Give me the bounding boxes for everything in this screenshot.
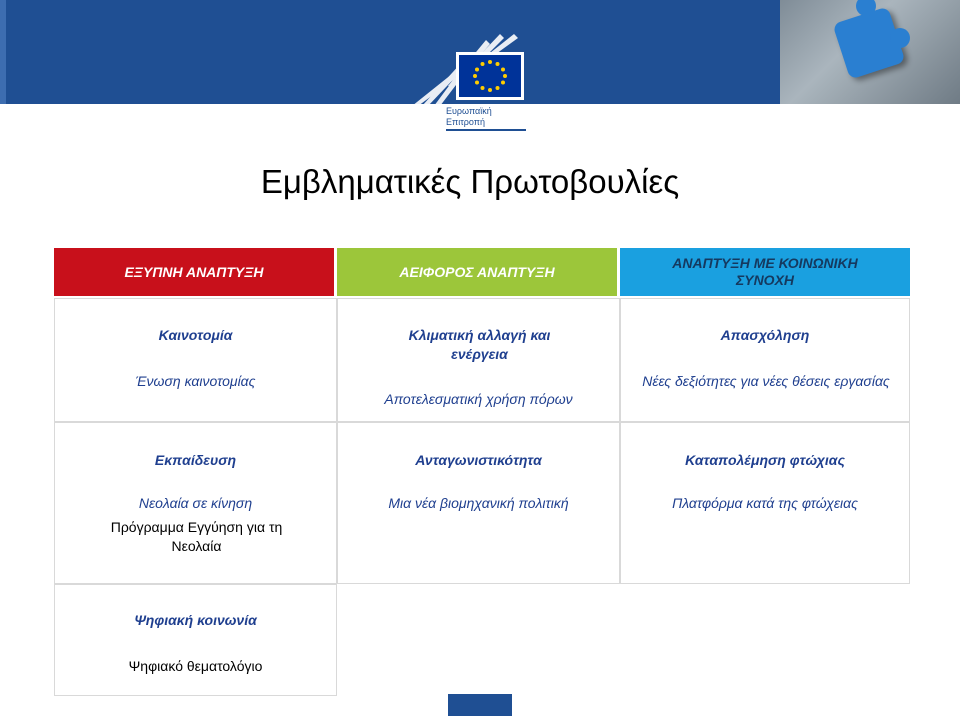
cell-item: Ένωση καινοτομίας <box>135 373 256 389</box>
footer-bar <box>448 694 512 716</box>
puzzle-knob <box>890 28 910 48</box>
header-smart-growth: ΕΞΥΠΝΗ ΑΝΑΠΤΥΞΗ <box>54 248 334 296</box>
cell-title: Απασχόληση <box>720 327 810 343</box>
cell-poverty <box>620 422 910 584</box>
eu-flag-icon <box>456 52 524 100</box>
cell-title: Καινοτομία <box>158 327 233 343</box>
cell-education <box>54 422 337 584</box>
cell-title: Ψηφιακή κοινωνία <box>134 612 257 628</box>
cell-item: Πλατφόρμα κατά της φτώχειας <box>672 495 858 511</box>
header-sustainable-growth: ΑΕΙΦΟΡΟΣ ΑΝΑΠΤΥΞΗ <box>337 248 617 296</box>
logo-underline <box>446 129 526 131</box>
cell-item: Αποτελεσματική χρήση πόρων <box>384 391 573 407</box>
page-title: Εμβληματικές Πρωτοβουλίες <box>260 163 680 200</box>
cell-digital-society <box>54 584 337 696</box>
cell-climate-energy <box>337 298 620 422</box>
cell-item: Νεολαία σε κίνηση <box>138 495 253 511</box>
cell-competitiveness <box>337 422 620 584</box>
cell-title: Καταπολέμηση φτώχιας <box>685 452 845 468</box>
header-inclusive-growth: ΑΝΑΠΤΥΞΗ ΜΕ ΚΟΙΝΩΝΙΚΗ ΣΥΝΟΧΗ <box>620 248 910 296</box>
european-commission-logo <box>412 0 528 136</box>
cell-item: Νέες δεξιότητες για νέες θέσεις εργασίας <box>642 373 890 389</box>
cell-innovation <box>54 298 337 422</box>
cell-item: Ψηφιακό θεματολόγιο <box>128 658 263 674</box>
cell-item: Πρόγραμμα Εγγύηση για τη Νεολαία <box>110 519 283 554</box>
puzzle-image <box>780 0 960 104</box>
logo-text: Ευρωπαϊκή <box>446 106 492 116</box>
banner-edge <box>0 0 6 104</box>
cell-item: Μια νέα βιομηχανική πολιτική <box>388 495 569 511</box>
logo-text: Επιτροπή <box>446 117 485 127</box>
cell-employment <box>620 298 910 422</box>
cell-title: Ανταγωνιστικότητα <box>415 452 542 468</box>
cell-title: Κλιματική αλλαγή και ενέργεια <box>408 327 551 362</box>
cell-title: Εκπαίδευση <box>154 452 237 468</box>
